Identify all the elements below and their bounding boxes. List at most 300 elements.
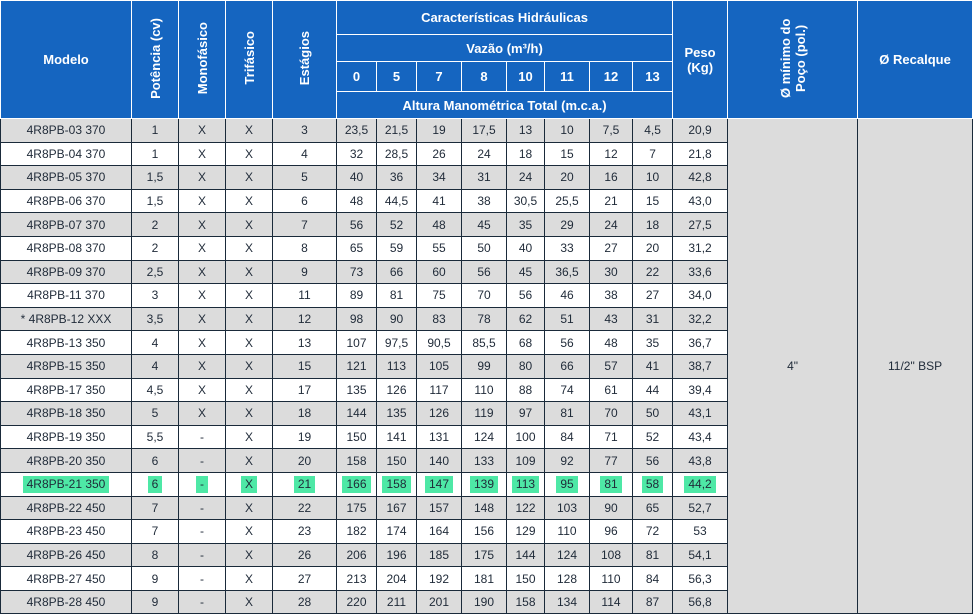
header-monofasico-label: Monofásico: [194, 21, 210, 95]
header-potencia: [132, 1, 179, 119]
cell-altura-3: 156: [462, 520, 507, 544]
cell-altura-2: 157: [417, 496, 462, 520]
cell-altura-2: 90,5: [417, 331, 462, 355]
cell-altura-7: 27: [633, 284, 673, 308]
cell-altura-1: 126: [377, 378, 417, 402]
cell-altura-4: 100: [507, 425, 545, 449]
cell-altura-5: 92: [545, 449, 590, 473]
cell-altura-6: 61: [590, 378, 633, 402]
cell-altura-1: 36: [377, 166, 417, 190]
cell-modelo: 4R8PB-03 370: [1, 119, 132, 143]
cell-altura-6: 12: [590, 142, 633, 166]
table-row: [1, 119, 973, 143]
header-flow-7: 13: [633, 62, 673, 92]
cell-modelo: 4R8PB-18 350: [1, 402, 132, 426]
cell-estagios: 15: [273, 354, 337, 378]
highlight-mark: 166: [342, 476, 370, 493]
cell-altura-1: 167: [377, 496, 417, 520]
cell-altura-6: 57: [590, 354, 633, 378]
cell-altura-3: 17,5: [462, 119, 507, 143]
cell-altura-5: 33: [545, 236, 590, 260]
cell-altura-3: 85,5: [462, 331, 507, 355]
cell-monofasico: X: [179, 354, 226, 378]
cell-peso: 43,4: [673, 425, 728, 449]
cell-altura-2: 75: [417, 284, 462, 308]
cell-peso: 43,8: [673, 449, 728, 473]
cell-altura-2: 19: [417, 119, 462, 143]
cell-estagios: 4: [273, 142, 337, 166]
cell-monofasico: -: [179, 520, 226, 544]
cell-potencia: 4: [132, 354, 179, 378]
header-flow-2: 7: [417, 62, 462, 92]
cell-potencia: 7: [132, 496, 179, 520]
cell-altura-4: 13: [507, 119, 545, 143]
cell-altura-0: 206: [337, 543, 377, 567]
cell-altura-5: 66: [545, 354, 590, 378]
cell-monofasico: X: [179, 213, 226, 237]
header-caracteristicas: Características Hidráulicas: [337, 1, 673, 35]
cell-estagios: 7: [273, 213, 337, 237]
cell-altura-5: 81: [545, 402, 590, 426]
header-flow-0: 0: [337, 62, 377, 92]
cell-potencia: 2: [132, 213, 179, 237]
cell-altura-5: 56: [545, 331, 590, 355]
cell-altura-5: 128: [545, 567, 590, 591]
cell-altura-7: [633, 472, 673, 496]
cell-estagios: 6: [273, 189, 337, 213]
cell-monofasico: -: [179, 590, 226, 614]
cell-peso: 31,2: [673, 236, 728, 260]
cell-altura-7: 50: [633, 402, 673, 426]
cell-altura-0: 144: [337, 402, 377, 426]
cell-altura-0: 182: [337, 520, 377, 544]
cell-potencia: 5: [132, 402, 179, 426]
cell-altura-3: 119: [462, 402, 507, 426]
cell-altura-2: 55: [417, 236, 462, 260]
cell-altura-3: 110: [462, 378, 507, 402]
cell-altura-5: [545, 472, 590, 496]
cell-potencia: 4: [132, 331, 179, 355]
cell-altura-1: 196: [377, 543, 417, 567]
cell-altura-2: 117: [417, 378, 462, 402]
cell-altura-2: 131: [417, 425, 462, 449]
highlight-mark: 58: [642, 476, 663, 493]
cell-estagios: 5: [273, 166, 337, 190]
cell-altura-3: 124: [462, 425, 507, 449]
cell-altura-1: 97,5: [377, 331, 417, 355]
header-monofasico: [179, 1, 226, 119]
highlight-mark: 4R8PB-21 350: [23, 476, 110, 493]
cell-potencia: 2,5: [132, 260, 179, 284]
cell-altura-0: [337, 472, 377, 496]
header-recalque: Ø Recalque: [858, 1, 973, 119]
cell-altura-3: 99: [462, 354, 507, 378]
cell-altura-7: 87: [633, 590, 673, 614]
cell-estagios: 23: [273, 520, 337, 544]
cell-altura-4: 150: [507, 567, 545, 591]
cell-altura-3: 24: [462, 142, 507, 166]
cell-monofasico: -: [179, 567, 226, 591]
cell-trifasico: X: [226, 119, 273, 143]
cell-peso: 56,8: [673, 590, 728, 614]
highlight-mark: 21: [294, 476, 315, 493]
table-header: [1, 1, 973, 119]
cell-monofasico: X: [179, 378, 226, 402]
cell-estagios: 19: [273, 425, 337, 449]
cell-altura-6: 30: [590, 260, 633, 284]
cell-peso: 42,8: [673, 166, 728, 190]
cell-estagios: 22: [273, 496, 337, 520]
cell-altura-2: 192: [417, 567, 462, 591]
cell-potencia: 2: [132, 236, 179, 260]
cell-altura-2: 201: [417, 590, 462, 614]
highlight-mark: -: [196, 476, 208, 493]
cell-altura-1: 174: [377, 520, 417, 544]
cell-modelo: 4R8PB-06 370: [1, 189, 132, 213]
cell-recalque-merged: 11/2" BSP: [858, 119, 973, 614]
cell-altura-0: 121: [337, 354, 377, 378]
cell-peso: 56,3: [673, 567, 728, 591]
cell-potencia: 6: [132, 449, 179, 473]
header-estagios: [273, 1, 337, 119]
header-altura: Altura Manométrica Total (m.c.a.): [337, 92, 673, 119]
cell-altura-2: 34: [417, 166, 462, 190]
cell-trifasico: X: [226, 402, 273, 426]
cell-altura-4: 56: [507, 284, 545, 308]
cell-altura-5: 25,5: [545, 189, 590, 213]
cell-peso: 39,4: [673, 378, 728, 402]
cell-altura-5: 10: [545, 119, 590, 143]
cell-potencia: 1: [132, 142, 179, 166]
cell-monofasico: [179, 472, 226, 496]
highlight-mark: 158: [382, 476, 410, 493]
cell-monofasico: -: [179, 543, 226, 567]
cell-altura-6: 96: [590, 520, 633, 544]
cell-monofasico: X: [179, 166, 226, 190]
cell-potencia: 1,5: [132, 166, 179, 190]
cell-altura-6: 48: [590, 331, 633, 355]
cell-altura-6: 38: [590, 284, 633, 308]
header-flow-6: 12: [590, 62, 633, 92]
cell-altura-2: 83: [417, 307, 462, 331]
cell-monofasico: X: [179, 119, 226, 143]
cell-modelo: * 4R8PB-12 XXX: [1, 307, 132, 331]
cell-altura-7: 41: [633, 354, 673, 378]
cell-altura-0: 73: [337, 260, 377, 284]
cell-altura-1: 113: [377, 354, 417, 378]
cell-altura-0: 32: [337, 142, 377, 166]
cell-monofasico: X: [179, 331, 226, 355]
cell-altura-1: 81: [377, 284, 417, 308]
cell-potencia: 5,5: [132, 425, 179, 449]
cell-altura-5: 84: [545, 425, 590, 449]
cell-peso: 53: [673, 520, 728, 544]
cell-altura-4: 144: [507, 543, 545, 567]
cell-altura-7: 72: [633, 520, 673, 544]
cell-altura-4: 109: [507, 449, 545, 473]
cell-altura-4: 80: [507, 354, 545, 378]
cell-altura-4: [507, 472, 545, 496]
cell-altura-0: 107: [337, 331, 377, 355]
cell-poco-merged: 4": [728, 119, 858, 614]
cell-altura-5: 134: [545, 590, 590, 614]
cell-altura-0: 175: [337, 496, 377, 520]
cell-modelo: 4R8PB-13 350: [1, 331, 132, 355]
cell-estagios: [273, 472, 337, 496]
highlight-mark: 44,2: [684, 476, 715, 493]
cell-estagios: 9: [273, 260, 337, 284]
cell-estagios: 17: [273, 378, 337, 402]
cell-altura-7: 81: [633, 543, 673, 567]
cell-altura-0: 40: [337, 166, 377, 190]
cell-altura-1: 44,5: [377, 189, 417, 213]
header-modelo: Modelo: [1, 1, 132, 119]
highlight-mark: X: [241, 476, 257, 493]
cell-estagios: 27: [273, 567, 337, 591]
cell-potencia: 1: [132, 119, 179, 143]
cell-trifasico: X: [226, 590, 273, 614]
cell-potencia: 4,5: [132, 378, 179, 402]
cell-altura-6: 114: [590, 590, 633, 614]
cell-modelo: 4R8PB-04 370: [1, 142, 132, 166]
cell-altura-6: 90: [590, 496, 633, 520]
cell-altura-4: 122: [507, 496, 545, 520]
cell-altura-4: 40: [507, 236, 545, 260]
header-flow-3: 8: [462, 62, 507, 92]
cell-trifasico: [226, 472, 273, 496]
cell-monofasico: X: [179, 260, 226, 284]
cell-altura-6: 108: [590, 543, 633, 567]
cell-trifasico: X: [226, 520, 273, 544]
cell-altura-7: 56: [633, 449, 673, 473]
cell-trifasico: X: [226, 331, 273, 355]
cell-trifasico: X: [226, 142, 273, 166]
cell-altura-2: 185: [417, 543, 462, 567]
cell-altura-2: 60: [417, 260, 462, 284]
cell-peso: [673, 472, 728, 496]
table-body: [1, 119, 973, 614]
cell-altura-1: 150: [377, 449, 417, 473]
cell-modelo: 4R8PB-07 370: [1, 213, 132, 237]
cell-altura-3: 78: [462, 307, 507, 331]
cell-altura-3: 56: [462, 260, 507, 284]
cell-modelo: 4R8PB-26 450: [1, 543, 132, 567]
cell-monofasico: X: [179, 189, 226, 213]
cell-altura-5: 110: [545, 520, 590, 544]
cell-peso: 36,7: [673, 331, 728, 355]
cell-monofasico: -: [179, 496, 226, 520]
cell-altura-7: 7: [633, 142, 673, 166]
cell-altura-5: 29: [545, 213, 590, 237]
cell-altura-3: 175: [462, 543, 507, 567]
cell-peso: 52,7: [673, 496, 728, 520]
cell-altura-7: 52: [633, 425, 673, 449]
cell-altura-1: 211: [377, 590, 417, 614]
cell-modelo: 4R8PB-05 370: [1, 166, 132, 190]
cell-altura-1: 204: [377, 567, 417, 591]
cell-altura-3: 38: [462, 189, 507, 213]
cell-altura-7: 15: [633, 189, 673, 213]
cell-trifasico: X: [226, 284, 273, 308]
cell-altura-2: [417, 472, 462, 496]
cell-altura-7: 65: [633, 496, 673, 520]
header-vazao: Vazão (m³/h): [337, 35, 673, 62]
cell-altura-0: 48: [337, 189, 377, 213]
cell-altura-0: 150: [337, 425, 377, 449]
cell-trifasico: X: [226, 260, 273, 284]
cell-altura-5: 103: [545, 496, 590, 520]
cell-altura-5: 15: [545, 142, 590, 166]
cell-altura-6: 70: [590, 402, 633, 426]
cell-altura-6: 21: [590, 189, 633, 213]
cell-modelo: 4R8PB-17 350: [1, 378, 132, 402]
cell-estagios: 26: [273, 543, 337, 567]
cell-altura-7: 84: [633, 567, 673, 591]
cell-altura-2: 105: [417, 354, 462, 378]
cell-peso: 54,1: [673, 543, 728, 567]
highlight-mark: 81: [600, 476, 621, 493]
cell-altura-2: 48: [417, 213, 462, 237]
cell-altura-1: [377, 472, 417, 496]
cell-altura-0: 135: [337, 378, 377, 402]
cell-altura-0: 220: [337, 590, 377, 614]
header-estagios-label: Estágios: [297, 30, 312, 86]
cell-altura-5: 36,5: [545, 260, 590, 284]
cell-trifasico: X: [226, 543, 273, 567]
cell-altura-7: 31: [633, 307, 673, 331]
cell-altura-4: 88: [507, 378, 545, 402]
cell-trifasico: X: [226, 354, 273, 378]
cell-modelo: 4R8PB-23 450: [1, 520, 132, 544]
cell-monofasico: -: [179, 425, 226, 449]
cell-modelo: 4R8PB-28 450: [1, 590, 132, 614]
cell-peso: 38,7: [673, 354, 728, 378]
cell-estagios: 13: [273, 331, 337, 355]
cell-potencia: 7: [132, 520, 179, 544]
cell-altura-3: 70: [462, 284, 507, 308]
header-flow-5: 11: [545, 62, 590, 92]
cell-modelo: 4R8PB-11 370: [1, 284, 132, 308]
cell-altura-3: [462, 472, 507, 496]
cell-potencia: 3: [132, 284, 179, 308]
cell-altura-1: 90: [377, 307, 417, 331]
cell-peso: 27,5: [673, 213, 728, 237]
cell-altura-1: 21,5: [377, 119, 417, 143]
cell-altura-1: 66: [377, 260, 417, 284]
cell-altura-4: 62: [507, 307, 545, 331]
cell-altura-6: 16: [590, 166, 633, 190]
cell-altura-5: 51: [545, 307, 590, 331]
header-trifasico: [226, 1, 273, 119]
cell-altura-4: 97: [507, 402, 545, 426]
cell-trifasico: X: [226, 378, 273, 402]
cell-modelo: 4R8PB-22 450: [1, 496, 132, 520]
cell-altura-0: 89: [337, 284, 377, 308]
cell-potencia: 9: [132, 590, 179, 614]
cell-monofasico: -: [179, 449, 226, 473]
cell-altura-0: 65: [337, 236, 377, 260]
cell-altura-3: 181: [462, 567, 507, 591]
cell-trifasico: X: [226, 425, 273, 449]
cell-altura-3: 148: [462, 496, 507, 520]
cell-altura-6: [590, 472, 633, 496]
cell-estagios: 11: [273, 284, 337, 308]
cell-altura-7: 18: [633, 213, 673, 237]
cell-peso: 34,0: [673, 284, 728, 308]
cell-altura-6: 71: [590, 425, 633, 449]
cell-altura-7: 44: [633, 378, 673, 402]
cell-trifasico: X: [226, 189, 273, 213]
cell-potencia: 1,5: [132, 189, 179, 213]
cell-estagios: 20: [273, 449, 337, 473]
cell-monofasico: X: [179, 402, 226, 426]
cell-altura-3: 45: [462, 213, 507, 237]
header-peso: Peso (Kg): [673, 1, 728, 119]
cell-estagios: 18: [273, 402, 337, 426]
cell-altura-0: 98: [337, 307, 377, 331]
cell-modelo: 4R8PB-20 350: [1, 449, 132, 473]
cell-altura-6: 77: [590, 449, 633, 473]
cell-monofasico: X: [179, 284, 226, 308]
header-flow-1: 5: [377, 62, 417, 92]
header-flow-4: 10: [507, 62, 545, 92]
cell-trifasico: X: [226, 166, 273, 190]
cell-altura-4: 30,5: [507, 189, 545, 213]
cell-altura-1: 59: [377, 236, 417, 260]
cell-modelo: 4R8PB-15 350: [1, 354, 132, 378]
cell-altura-5: 20: [545, 166, 590, 190]
cell-altura-7: 35: [633, 331, 673, 355]
cell-altura-4: 129: [507, 520, 545, 544]
cell-estagios: 28: [273, 590, 337, 614]
cell-altura-1: 141: [377, 425, 417, 449]
cell-monofasico: X: [179, 236, 226, 260]
cell-altura-6: 110: [590, 567, 633, 591]
cell-modelo: 4R8PB-19 350: [1, 425, 132, 449]
highlight-mark: 95: [556, 476, 577, 493]
cell-peso: 43,1: [673, 402, 728, 426]
cell-modelo: [1, 472, 132, 496]
header-poco-label: Ø mínimo do Poço (pol.): [777, 18, 808, 98]
cell-altura-7: 22: [633, 260, 673, 284]
cell-peso: 20,9: [673, 119, 728, 143]
cell-altura-5: 46: [545, 284, 590, 308]
cell-trifasico: X: [226, 213, 273, 237]
cell-altura-2: 164: [417, 520, 462, 544]
cell-altura-2: 26: [417, 142, 462, 166]
cell-modelo: 4R8PB-08 370: [1, 236, 132, 260]
cell-altura-0: 213: [337, 567, 377, 591]
cell-altura-6: 7,5: [590, 119, 633, 143]
cell-altura-1: 135: [377, 402, 417, 426]
cell-altura-3: 31: [462, 166, 507, 190]
cell-potencia: [132, 472, 179, 496]
cell-altura-6: 43: [590, 307, 633, 331]
cell-peso: 43,0: [673, 189, 728, 213]
cell-altura-4: 18: [507, 142, 545, 166]
cell-altura-0: 23,5: [337, 119, 377, 143]
cell-altura-4: 24: [507, 166, 545, 190]
cell-monofasico: X: [179, 307, 226, 331]
cell-altura-0: 158: [337, 449, 377, 473]
cell-altura-2: 126: [417, 402, 462, 426]
highlight-mark: 113: [512, 476, 539, 493]
cell-potencia: 8: [132, 543, 179, 567]
cell-altura-4: 158: [507, 590, 545, 614]
cell-trifasico: X: [226, 496, 273, 520]
cell-altura-4: 35: [507, 213, 545, 237]
cell-trifasico: X: [226, 567, 273, 591]
